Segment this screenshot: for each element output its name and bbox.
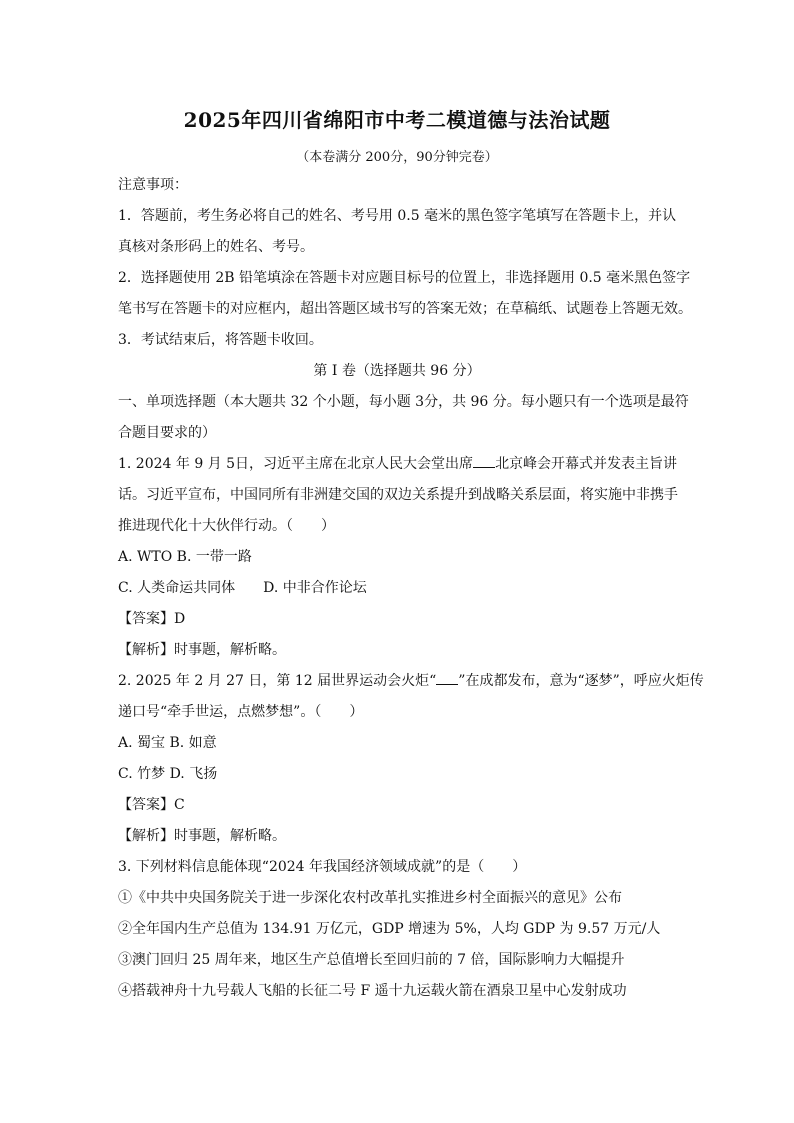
part-instructions: 一、单项选择题（本大题共 32 个小题，每小题 3分，共 96 分。每小题只有一个选项是最符 [118, 394, 689, 410]
question-1-stem-cont: 话。习近平宣布，中国同所有非洲建交国的双边关系提升到战略关系层面，将实施中非携手 [118, 487, 678, 503]
question-1-stem-end: 推进现代化十大伙伴行动。（ ） [118, 518, 335, 534]
question-1-stem [118, 455, 677, 473]
question-3-stem: 3. 下列材料信息能体现“2024 年我国经济领域成就”的是（ ） [118, 859, 527, 875]
part-instructions-cont: 合题目要求的） [118, 425, 216, 441]
question-1-options-cd: C. 人类命运共同体 D. 中非合作论坛 [118, 580, 367, 596]
question-3-item-4: ④搭载神舟十九号载人飞船的长征二号 F 遥十九运载火箭在酒泉卫星中心发射成功 [118, 983, 627, 999]
notice-item-2-cont: 笔书写在答题卡的对应框内，超出答题区域书写的答案无效；在草稿纸、试题卷上答题无效。 [118, 301, 692, 317]
question-1-analysis: 【解析】时事题，解析略。 [118, 642, 286, 658]
notice-item-1-cont: 真核对条形码上的姓名、考号。 [118, 239, 314, 255]
notice-heading: 注意事项： [118, 177, 188, 193]
notice-item-2: 2．选择题使用 2B 铅笔填涂在答题卡对应题目标号的位置上，非选择题用 0.5 毫米黑色签字 [118, 270, 691, 286]
question-2-stem-cont: 递口号“牵手世运，点燃梦想”。（ ） [118, 704, 364, 720]
notice-item-1: 1．答题前，考生务必将自己的姓名、考号用 0.5 毫米的黑色签字笔填写在答题卡上，并认 [118, 208, 677, 224]
question-2-stem-b: ”在成都发布，意为“逐梦”，呼应火炬传 [458, 673, 704, 689]
answer-blank [436, 672, 458, 685]
question-3-item-2: ②全年国内生产总值为 134.91 万亿元，GDP 增速为 5%，人均 GDP 为 9.57 万元/人 [118, 921, 661, 937]
page-title: 2025年四川省绵阳市中考二模道德与法治试题 [183, 108, 611, 132]
question-2-stem [118, 672, 704, 690]
question-2-options-ab: A. 蜀宝 B. 如意 [118, 735, 217, 751]
question-1-stem-a: 1. 2024 年 9 月 5日，习近平主席在北京人民大会堂出席 [118, 456, 474, 472]
question-2-answer: 【答案】C [118, 797, 185, 813]
question-2-options-cd: C. 竹梦 D. 飞扬 [118, 766, 218, 782]
question-1-stem-b: 北京峰会开幕式并发表主旨讲 [495, 456, 678, 472]
question-3-item-1: ①《中共中央国务院关于进一步深化农村改革扎实推进乡村全面振兴的意见》公布 [118, 890, 622, 906]
notice-item-3: 3．考试结束后，将答题卡收回。 [118, 332, 323, 348]
question-3-item-3: ③澳门回归 25 周年来，地区生产总值增长至回归前的 7 倍，国际影响力大幅提升 [118, 952, 625, 968]
answer-blank [473, 455, 495, 468]
question-2-analysis: 【解析】时事题，解析略。 [118, 828, 286, 844]
question-2-stem-a: 2. 2025 年 2 月 27 日，第 12 届世界运动会火炬“ [118, 673, 437, 689]
question-1-answer: 【答案】D [118, 611, 186, 627]
question-1-options-ab: A. WTO B. 一带一路 [118, 549, 252, 565]
exam-info: （本卷满分 200分，90分钟完卷） [296, 150, 498, 165]
section-title: 第 I 卷（选择题共 96 分） [313, 363, 481, 379]
